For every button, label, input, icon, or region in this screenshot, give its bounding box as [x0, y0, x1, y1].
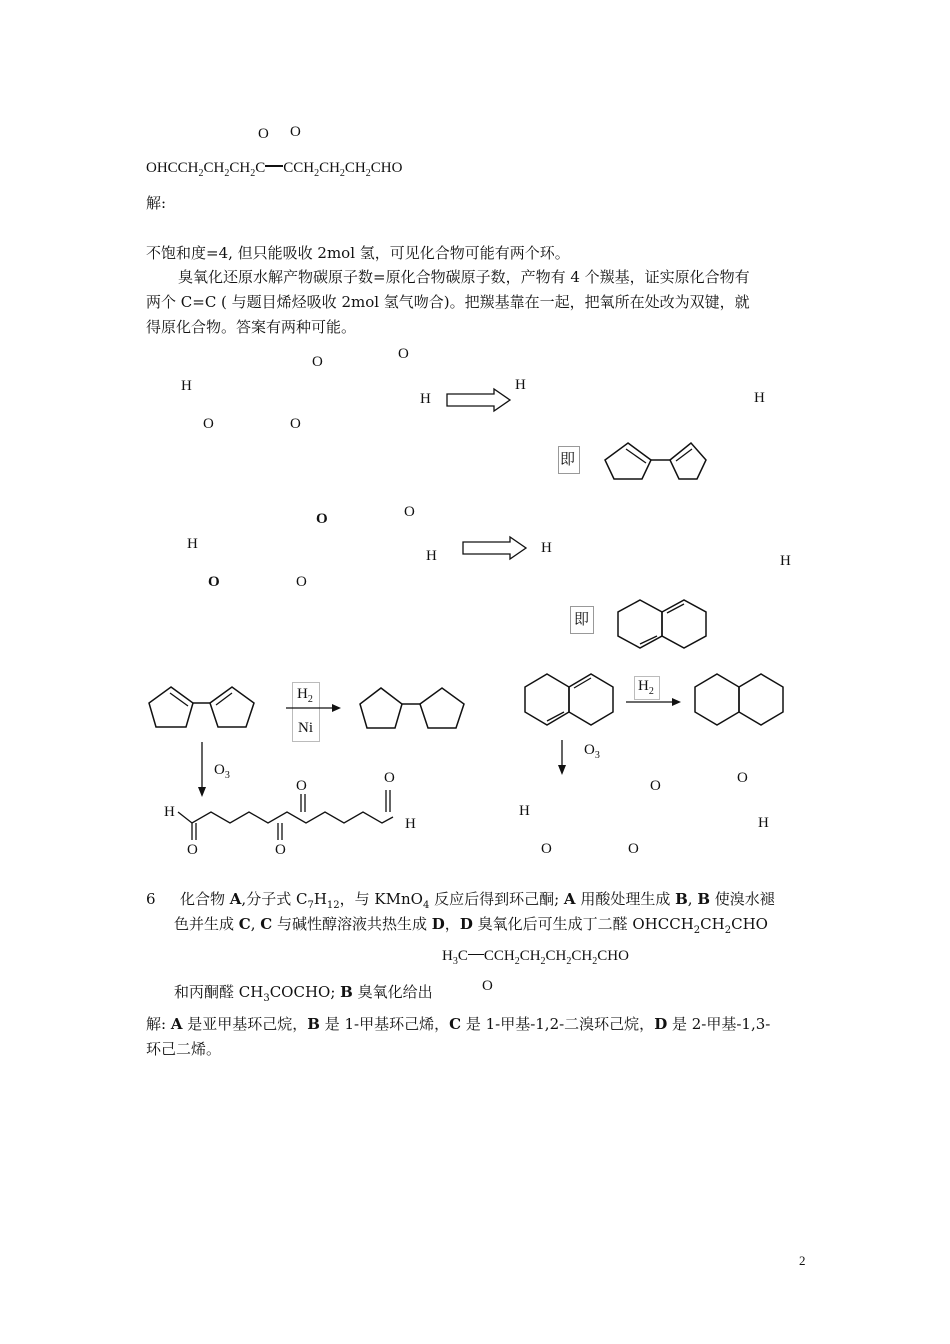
hydrogenation-arrow-1: [286, 702, 342, 714]
scheme1-o-c: O: [203, 416, 214, 432]
question-6-line-1: 化合物 A,分子式 $C_7H_{12}$，与 KMnO$_4$ 反应后得到环己酮; A 用酸处理生成 B, B 使溴水褪: [180, 890, 775, 911]
solution-label: 解:: [146, 194, 167, 212]
scheme2-o-d: O: [296, 574, 307, 590]
question-6-line-2: 色并生成 C, C 与碱性醇溶液共热生成 D，D 臭氧化后可生成丁二醛 $OHCCH_2CH_2CHO$: [174, 915, 768, 936]
bicyclopentyl-structure: [356, 684, 476, 734]
hexahydronaphthalene-structure-1: [610, 596, 710, 656]
scheme2-h-a: H: [187, 536, 198, 552]
solution-paragraph-2a: 臭氧化还原水解产物碳原子数=原化合物碳原子数，产物有 4 个羰基，证实原化合物有: [178, 268, 750, 286]
h2-label-2: $H_2$: [638, 678, 654, 697]
decanetetrone-skeletal-structure: [170, 790, 410, 844]
right-product-o-3: O: [541, 841, 552, 857]
scheme2-o-a: O: [316, 511, 328, 527]
formula1-o2: O: [290, 124, 301, 140]
right-product-o-4: O: [628, 841, 639, 857]
o3-label-2: $O_3$: [584, 742, 600, 761]
product-o-2: O: [384, 770, 395, 786]
decalin-structure: [690, 670, 790, 732]
scheme1-ji-label: 即: [560, 450, 576, 468]
scheme1-o-a: O: [312, 354, 323, 370]
scheme2-hollow-arrow: [462, 536, 528, 560]
hexahydronaphthalene-structure-2: [520, 670, 620, 732]
page-number: 2: [799, 1253, 806, 1268]
scheme2-h-d: H: [780, 553, 791, 569]
question-6-answer-line-1: 解: A 是亚甲基环己烷，B 是 1-甲基环己烯，C 是 1-甲基-1,2-二溴环己烷，D 是 2-甲基-1,3-: [146, 1015, 771, 1033]
scheme1-o-b: O: [398, 346, 409, 362]
product-h-2: H: [405, 816, 416, 832]
right-product-h-2: H: [758, 815, 769, 831]
ni-catalyst-label: Ni: [298, 720, 313, 736]
o3-label-1: $O_3$: [214, 762, 230, 781]
scheme1-h-d: H: [754, 390, 765, 406]
question-6-formula: $H_3C$ $CCH_2CH_2CH_2CH_2CHO$: [442, 948, 629, 967]
scheme2-h-b: H: [426, 548, 437, 564]
ozonolysis-arrow-2: [556, 740, 568, 776]
hydrogenation-arrow-2: [626, 696, 682, 708]
question-6-formula-oxygen: O: [482, 978, 493, 994]
solution-paragraph-2b: 两个 C=C ( 与题目烯烃吸收 2mol 氢气吻合)。把羰基靠在一起，把氧所在处改为双键，就: [146, 293, 750, 311]
scheme1-hollow-arrow: [446, 388, 512, 412]
scheme1-h-c: H: [515, 377, 526, 393]
product-o-3: O: [187, 842, 198, 858]
solution-paragraph-1: 不饱和度=4, 但只能吸收 2mol 氢，可见化合物可能有两个环。: [146, 244, 570, 262]
scheme2-h-c: H: [541, 540, 552, 556]
h2-label-1: $H_2$: [297, 686, 313, 705]
right-product-o-1: O: [650, 778, 661, 794]
scheme2-o-c: O: [208, 574, 220, 590]
formula1-o1: O: [258, 126, 269, 142]
bicyclopentenyl-structure-2: [146, 682, 268, 734]
solution-paragraph-2c: 得原化合物。答案有两种可能。: [146, 318, 357, 336]
scheme1-o-d: O: [290, 416, 301, 432]
bicyclopentenyl-structure-1: [590, 434, 712, 482]
scheme1-h-a: H: [181, 378, 192, 394]
scheme2-ji-label: 即: [574, 610, 590, 628]
scheme2-o-b: O: [404, 504, 415, 520]
formula1-chain: $OHCCH_2CH_2CH_2C$ $CCH_2CH_2CH_2CHO$: [146, 160, 403, 179]
right-product-h-1: H: [519, 803, 530, 819]
product-o-4: O: [275, 842, 286, 858]
question-6-line-3: 和丙酮醛 $CH_3COCHO$; B 臭氧化给出: [174, 983, 433, 1004]
right-product-o-2: O: [737, 770, 748, 786]
scheme1-h-b: H: [420, 391, 431, 407]
question-6-number: 6: [146, 890, 156, 908]
question-6-answer-line-2: 环己二烯。: [146, 1040, 222, 1058]
product-o-1: O: [296, 778, 307, 794]
product-h-1: H: [164, 804, 175, 820]
